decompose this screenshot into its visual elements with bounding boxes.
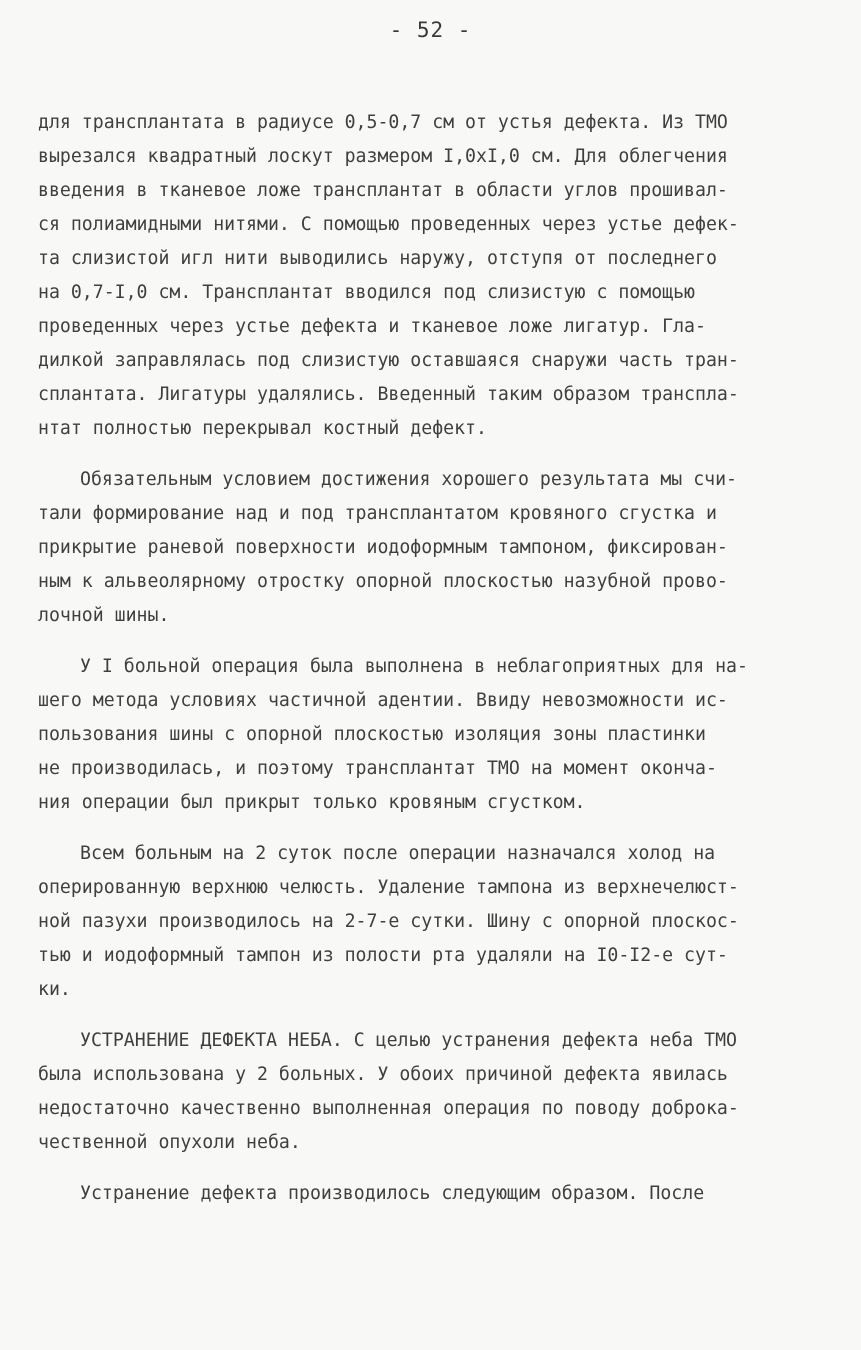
text-line: сплантата. Лигатуры удалялись. Введенный таким образом транспла- (38, 384, 739, 405)
text-line: прикрытие раневой поверхности иодоформным тампоном, фиксирован- (38, 537, 728, 558)
text-line: не производилась, и поэтому трансплантат ТМО на момент оконча- (38, 758, 717, 779)
text-line: пользования шины с опорной плоскостью изоляция зоны пластинки (38, 724, 706, 745)
text-line: для трансплантата в радиусе 0,5-0,7 см от устья дефекта. Из ТМО (38, 112, 728, 133)
text-line: чественной опухоли неба. (38, 1132, 301, 1153)
text-line: дилкой заправлялась под слизистую оставшаяся снаружи часть тран- (38, 350, 739, 371)
text-line: Всем больным на 2 суток после операции назначался холод на (80, 843, 716, 864)
text-line: введения в тканевое ложе трансплантат в области углов прошивал- (38, 180, 728, 201)
paragraph (38, 463, 828, 633)
paragraph (38, 650, 828, 820)
text-line: недостаточно качественно выполненная операция по поводу доброка- (38, 1098, 739, 1119)
text-line: тали формирование над и под трансплантатом кровяного сгустка и (38, 503, 717, 524)
paragraph (38, 837, 828, 1007)
text-line: шего метода условиях частичной адентии. Ввиду невозможности ис- (38, 690, 728, 711)
text-line: нтат полностью перекрывал костный дефект. (38, 418, 487, 439)
text-line: Обязательным условием достижения хорошего результата мы счи- (80, 469, 737, 490)
text-line: Устранение дефекта производилось следующим образом. После (80, 1183, 705, 1204)
paragraph (38, 106, 828, 446)
paragraph (38, 1024, 828, 1160)
text-line: лочной шины. (38, 605, 170, 626)
text-line: оперированную верхнюю челюсть. Удаление тампона из верхнечелюст- (38, 877, 739, 898)
text-line: вырезался квадратный лоскут размером I,0xI,0 см. Для облегчения (38, 146, 728, 167)
text-line: проведенных через устье дефекта и тканевое ложе лигатур. Гла- (38, 316, 706, 337)
text-line: на 0,7-I,0 см. Трансплантат вводился под слизистую с помощью (38, 282, 695, 303)
text-line: тью и иодоформный тампон из полости рта удаляли на I0-I2-е сут- (38, 945, 728, 966)
text-line: ки. (38, 979, 71, 1000)
paragraph (38, 1177, 828, 1211)
text-line: У I больной операция была выполнена в неблагоприятных для на- (80, 656, 748, 677)
text-line: была использована у 2 больных. У обоих причиной дефекта явилась (38, 1064, 728, 1085)
page-number: - 52 - (389, 18, 472, 42)
body-text (38, 106, 828, 1211)
section-heading-line: УСТРАНЕНИЕ ДЕФЕКТА НЕБА. С целью устранения дефекта неба ТМО (80, 1030, 737, 1051)
text-line: ся полиамидными нитями. С помощью проведенных через устье дефек- (38, 214, 739, 235)
text-line: ния операции был прикрыт только кровяным сгустком. (38, 792, 586, 813)
text-line: ной пазухи производилось на 2-7-е сутки. Шину с опорной плоскос- (38, 911, 739, 932)
text-line: ным к альвеолярному отростку опорной плоскостью назубной прово- (38, 571, 728, 592)
text-line: та слизистой игл нити выводились наружу, отступя от последнего (38, 248, 717, 269)
